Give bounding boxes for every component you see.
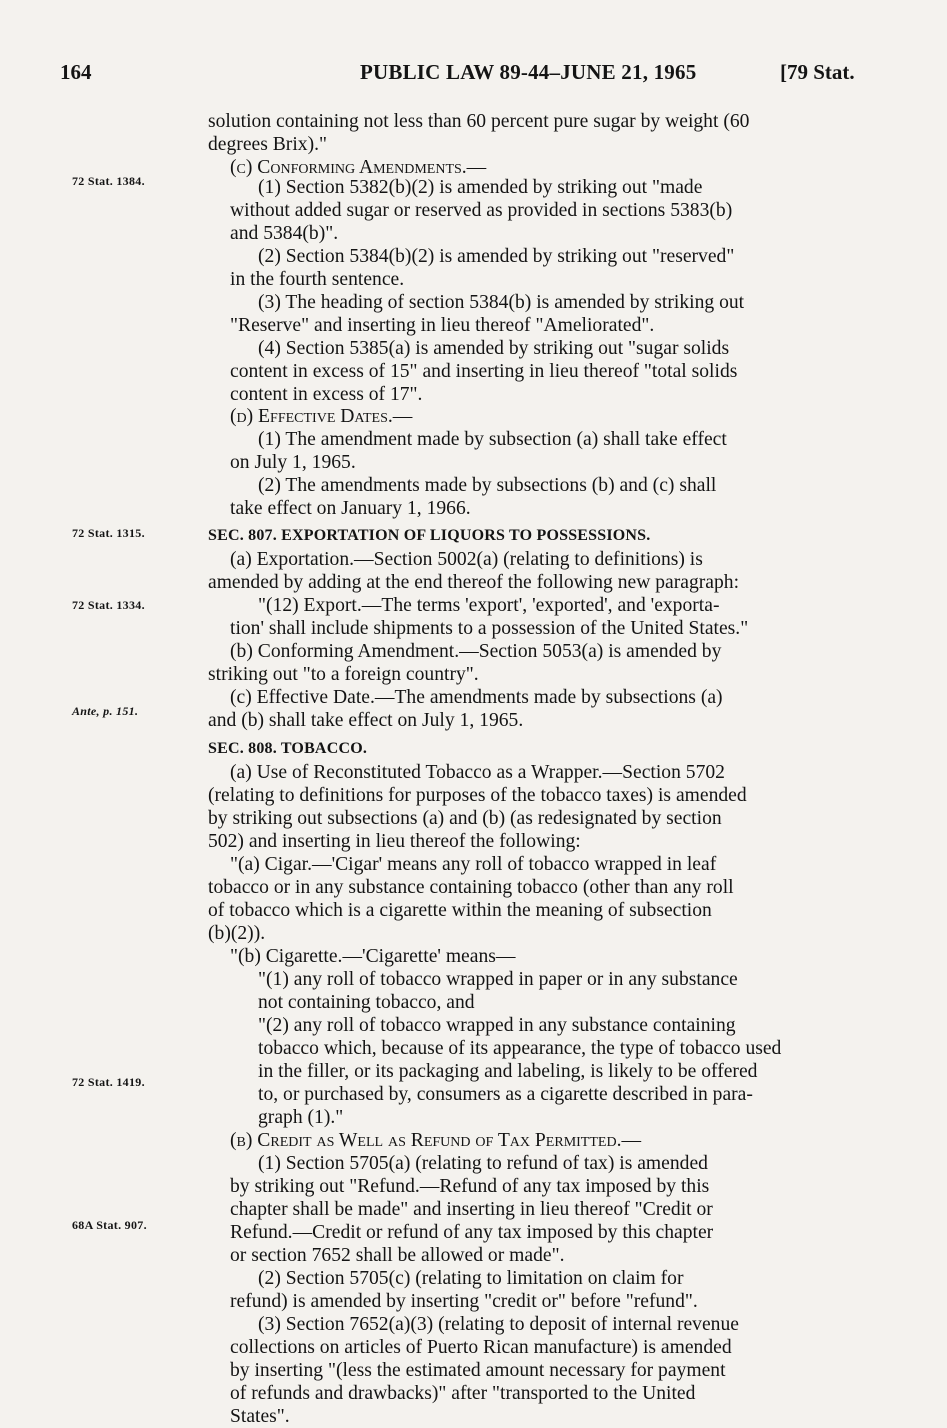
text-line: or section 7652 shall be allowed or made".	[230, 1245, 565, 1266]
text-line: "(a) Cigar.—'Cigar' means any roll of tobacco wrapped in leaf	[230, 854, 717, 875]
text-line: Refund.—Credit or refund of any tax imposed by this chapter	[230, 1222, 714, 1243]
text-line: (2) Section 5384(b)(2) is amended by striking out "reserved"	[258, 246, 735, 267]
volume-citation: [79 Stat.	[780, 60, 855, 84]
text-line: not containing tobacco, and	[258, 992, 475, 1013]
text-line: 502) and inserting in lieu thereof the following:	[208, 831, 581, 852]
text-line: (relating to definitions for purposes of the tobacco taxes) is amended	[208, 785, 747, 806]
text-line: by striking out "Refund.—Refund of any tax imposed by this	[230, 1176, 710, 1197]
subsection-heading: (c) Conforming Amendments.—	[230, 157, 487, 178]
text-line: amended by adding at the end thereof the following new paragraph:	[208, 572, 740, 593]
text-line: solution containing not less than 60 percent pure sugar by weight (60	[208, 111, 750, 132]
text-line: and 5384(b)".	[230, 223, 339, 244]
text-line: chapter shall be made" and inserting in lieu thereof "Credit or	[230, 1199, 713, 1220]
margin-note: 72 Stat. 1419.	[72, 1075, 145, 1089]
text-line: in the fourth sentence.	[230, 269, 405, 290]
text-line: by inserting "(less the estimated amount necessary for payment	[230, 1360, 726, 1381]
text-line: to, or purchased by, consumers as a cigarette described in para-	[258, 1084, 753, 1105]
text-line: in the filler, or its packaging and labeling, is likely to be offered	[258, 1061, 758, 1082]
text-line: tion' shall include shipments to a possession of the United States."	[230, 618, 749, 639]
text-line: by striking out subsections (a) and (b) (as redesignated by section	[208, 808, 722, 829]
text-line: (2) The amendments made by subsections (b) and (c) shall	[258, 475, 717, 496]
text-line: "(2) any roll of tobacco wrapped in any substance containing	[258, 1015, 736, 1036]
text-line: (a) Use of Reconstituted Tobacco as a Wrapper.—Section 5702	[230, 762, 725, 783]
text-line: (1) Section 5705(a) (relating to refund of tax) is amended	[258, 1153, 708, 1174]
section-heading: SEC. 807. EXPORTATION OF LIQUORS TO POSSESSIONS.	[208, 527, 651, 544]
text-line: (4) Section 5385(a) is amended by striking out "sugar solids	[258, 338, 730, 359]
subsection-heading: (b) Credit as Well as Refund of Tax Permitted.—	[230, 1130, 642, 1151]
text-line: (a) Exportation.—Section 5002(a) (relating to definitions) is	[230, 549, 703, 570]
margin-note: 72 Stat. 1384.	[72, 174, 145, 188]
text-line: take effect on January 1, 1966.	[230, 498, 471, 519]
subsection-heading: (d) Effective Dates.—	[230, 406, 413, 427]
text-line: content in excess of 17".	[230, 384, 423, 405]
text-line: (b)(2)).	[208, 923, 266, 944]
text-line: degrees Brix)."	[208, 134, 327, 155]
text-line: on July 1, 1965.	[230, 452, 356, 473]
text-line: "(b) Cigarette.—'Cigarette' means—	[230, 946, 516, 967]
text-line: (1) Section 5382(b)(2) is amended by striking out "made	[258, 177, 703, 198]
section-heading: SEC. 808. TOBACCO.	[208, 740, 368, 757]
text-line: "Reserve" and inserting in lieu thereof "Ameliorated".	[230, 315, 655, 336]
text-line: (c) Effective Date.—The amendments made by subsections (a)	[230, 687, 723, 708]
margin-note: Ante, p. 151.	[72, 704, 139, 718]
running-title: PUBLIC LAW 89-44–JUNE 21, 1965	[360, 60, 697, 84]
text-line: (2) Section 5705(c) (relating to limitation on claim for	[258, 1268, 684, 1289]
text-line: "(12) Export.—The terms 'export', 'exported', and 'exporta-	[258, 595, 720, 616]
text-line: graph (1)."	[258, 1107, 344, 1128]
text-line: and (b) shall take effect on July 1, 1965.	[208, 710, 524, 731]
text-line: tobacco which, because of its appearance, the type of tobacco used	[258, 1038, 782, 1059]
text-line: (3) The heading of section 5384(b) is amended by striking out	[258, 292, 745, 313]
text-line: States".	[230, 1406, 290, 1427]
margin-note: 72 Stat. 1315.	[72, 526, 145, 540]
text-line: (b) Conforming Amendment.—Section 5053(a) is amended by	[230, 641, 722, 662]
text-line: tobacco or in any substance containing tobacco (other than any roll	[208, 877, 734, 898]
margin-note: 72 Stat. 1334.	[72, 598, 145, 612]
text-line: (3) Section 7652(a)(3) (relating to deposit of internal revenue	[258, 1314, 739, 1335]
margin-note: 68A Stat. 907.	[72, 1218, 147, 1232]
page-header	[0, 60, 947, 100]
text-line: "(1) any roll of tobacco wrapped in paper or in any substance	[258, 969, 738, 990]
text-line: collections on articles of Puerto Rican manufacture) is amended	[230, 1337, 732, 1358]
text-line: of tobacco which is a cigarette within the meaning of subsection	[208, 900, 712, 921]
text-line: refund) is amended by inserting "credit or" before "refund".	[230, 1291, 698, 1312]
text-line: (1) The amendment made by subsection (a) shall take effect	[258, 429, 727, 450]
text-line: content in excess of 15" and inserting in lieu thereof "total solids	[230, 361, 738, 382]
text-line: of refunds and drawbacks)" after "transported to the United	[230, 1383, 696, 1404]
page-number: 164	[60, 60, 92, 84]
text-line: striking out "to a foreign country".	[208, 664, 479, 685]
text-line: without added sugar or reserved as provided in sections 5383(b)	[230, 200, 733, 221]
